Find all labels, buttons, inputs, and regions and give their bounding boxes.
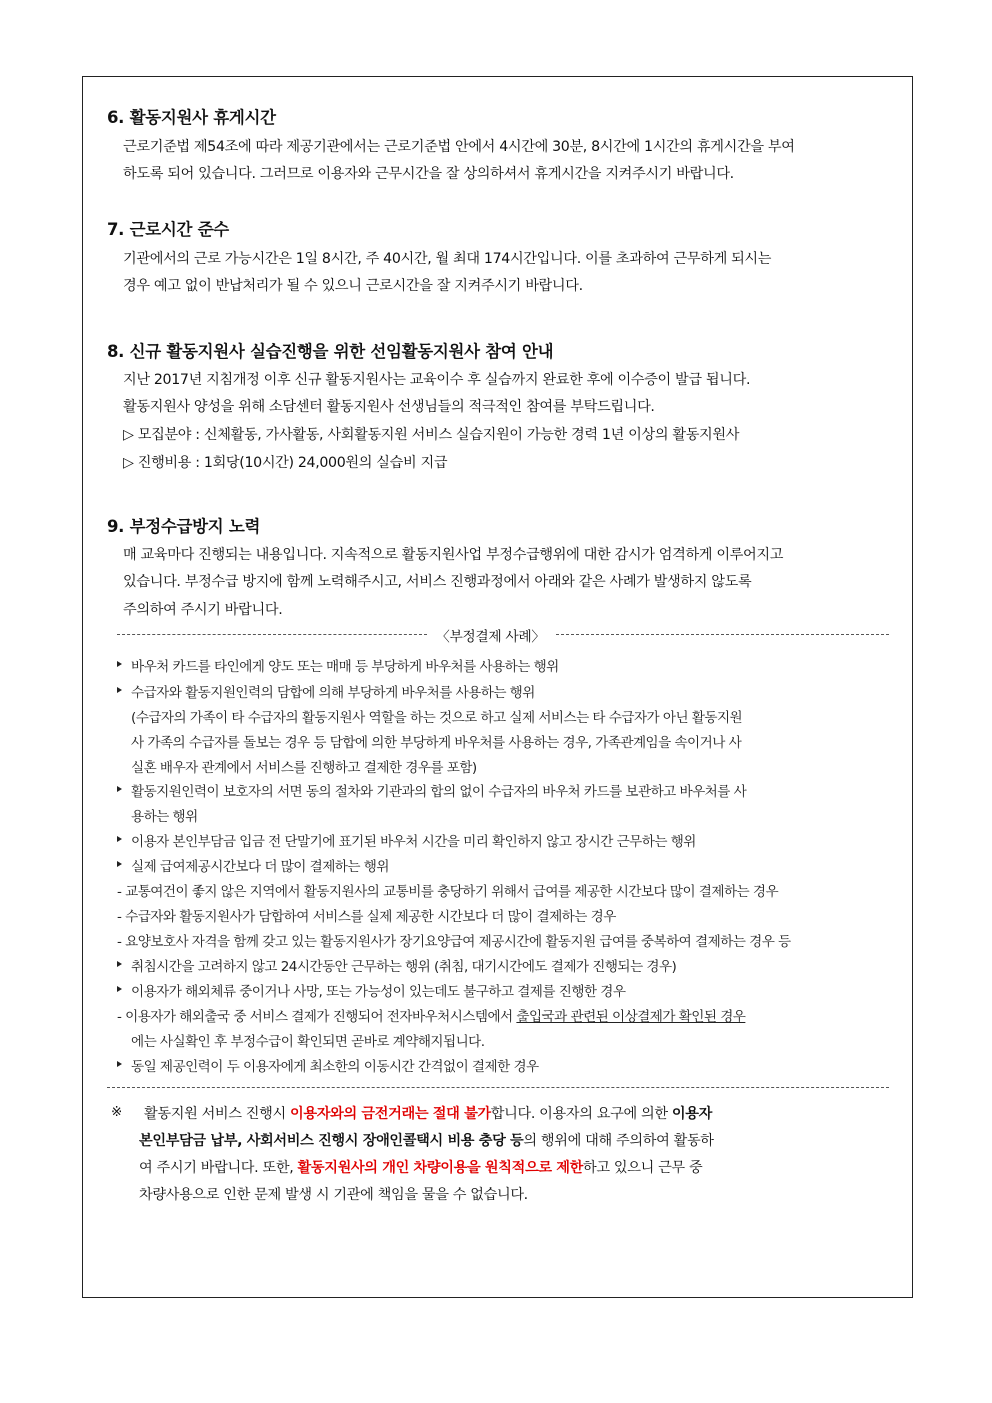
note-text: 의 행위에 대해 주의하여 활동하 xyxy=(523,1133,714,1149)
case-subitem-text: - 이용자가 해외출국 중 서비스 결제가 진행되어 전자바우처시스템에서 xyxy=(117,1009,517,1025)
case-subitem: - 수급자와 활동지원사가 담합하여 서비스를 실제 제공한 시간보다 더 많이 결제하는 경우 xyxy=(117,909,616,925)
section-9-line-2: 있습니다. 부정수급 방지에 함께 노력해주시고, 서비스 진행과정에서 아래와 같은 사례가 발생하지 않도록 xyxy=(123,574,752,590)
case-subitem-underlined: 출입국과 관련된 이상결제가 확인된 경우 xyxy=(516,1009,746,1025)
note-bold: 등 xyxy=(510,1133,524,1149)
note-bold: 본인부담금 납부, 사회서비스 진행시 장애인콜택시 비용 충당 xyxy=(139,1133,511,1149)
note-line-3 xyxy=(139,1157,702,1177)
cases-header: 〈부정결제 사례〉 xyxy=(436,629,545,645)
case-item: 실제 급여제공시간보다 더 많이 결제하는 행위 xyxy=(131,855,389,875)
note-bold: 이용자 xyxy=(671,1106,712,1122)
note-warning-money: 이용자와의 금전거래는 절대 불가 xyxy=(290,1106,491,1122)
case-item: 활동지원인력이 보호자의 서면 동의 절차와 기관과의 합의 없이 수급자의 바우처 카드를 보관하고 바우처를 사 xyxy=(131,780,746,800)
case-subitem xyxy=(117,1005,745,1025)
section-6-line-2: 하도록 되어 있습니다. 그러므로 이용자와 근무시간을 잘 상의하셔서 휴게시간을 지켜주시기 바랍니다. xyxy=(123,166,734,182)
note-text: 하고 있으니 근무 중 xyxy=(582,1160,703,1176)
note-line-2 xyxy=(139,1130,714,1150)
section-7-line-1: 기관에서의 근로 가능시간은 1일 8시간, 주 40시간, 월 최대 174시간입니다. 이를 초과하여 근무하게 되시는 xyxy=(123,251,772,267)
case-item: 취침시간을 고려하지 않고 24시간동안 근무하는 행위 (취침, 대기시간에도 결제가 진행되는 경우) xyxy=(131,955,676,975)
dashed-divider-bottom xyxy=(107,1087,889,1088)
note-text: 활동지원 서비스 진행시 xyxy=(144,1106,291,1122)
note-mark: ※ xyxy=(111,1104,122,1120)
case-item: 이용자 본인부담금 입금 전 단말기에 표기된 바우처 시간을 미리 확인하지 않고 장시간 근무하는 행위 xyxy=(131,830,696,850)
section-8-line-1: 지난 2017년 지침개정 이후 신규 활동지원사는 교육이수 후 실습까지 완료한 후에 이수증이 발급 됩니다. xyxy=(123,372,751,388)
note-text: 합니다. 이용자의 요구에 의한 xyxy=(490,1106,672,1122)
section-8-title: 8. 신규 활동지원사 실습진행을 위한 선임활동지원사 참여 안내 xyxy=(107,342,554,361)
case-item-detail: 사 가족의 수급자를 돌보는 경우 등 담합에 의한 부당하게 바우처를 사용하는 경우, 가족관계임을 속이거나 사 xyxy=(131,735,742,751)
section-6-title: 6. 활동지원사 휴게시간 xyxy=(107,108,276,127)
section-9-title: 9. 부정수급방지 노력 xyxy=(107,517,261,536)
section-8-cost: ▷ 진행비용 : 1회당(10시간) 24,000원의 실습비 지급 xyxy=(123,455,448,471)
note-warning-vehicle: 활동지원사의 개인 차량이용을 원칙적으로 제한 xyxy=(297,1160,583,1176)
case-item-detail: 에는 사실확인 후 부정수급이 확인되면 곧바로 계약해지됩니다. xyxy=(131,1034,485,1050)
note-line-4: 차량사용으로 인한 문제 발생 시 기관에 책임을 물을 수 없습니다. xyxy=(139,1187,528,1203)
note-line-1 xyxy=(144,1103,712,1123)
section-7-title: 7. 근로시간 준수 xyxy=(107,220,229,239)
case-item: 이용자가 해외체류 중이거나 사망, 또는 가능성이 있는데도 불구하고 결제를 진행한 경우 xyxy=(131,980,625,1000)
section-6-line-1: 근로기준법 제54조에 따라 제공기관에서는 근로기준법 안에서 4시간에 30분, 8시간에 1시간의 휴게시간을 부여 xyxy=(123,139,795,155)
section-8-line-2: 활동지원사 양성을 위해 소담센터 활동지원사 선생님들의 적극적인 참여를 부탁드립니다. xyxy=(123,399,655,415)
dashed-divider-left xyxy=(117,634,427,635)
case-item-detail: (수급자의 가족이 타 수급자의 활동지원사 역할을 하는 것으로 하고 실제 서비스는 타 수급자가 아닌 활동지원 xyxy=(131,710,743,726)
section-7-line-2: 경우 예고 없이 반납처리가 될 수 있으니 근로시간을 잘 지켜주시기 바랍니다. xyxy=(123,278,583,294)
section-9-line-1: 매 교육마다 진행되는 내용입니다. 지속적으로 활동지원사업 부정수급행위에 대한 감시가 엄격하게 이루어지고 xyxy=(123,547,784,563)
case-subitem: - 교통여건이 좋지 않은 지역에서 활동지원사의 교통비를 충당하기 위해서 급여를 제공한 시간보다 많이 결제하는 경우 xyxy=(117,884,779,900)
case-item-detail: 실혼 배우자 관계에서 서비스를 진행하고 결제한 경우를 포함) xyxy=(131,760,477,776)
case-subitem: - 요양보호사 자격을 함께 갖고 있는 활동지원사가 장기요양급여 제공시간에 활동지원 급여를 중복하여 결제하는 경우 등 xyxy=(117,934,791,950)
case-item: 동일 제공인력이 두 이용자에게 최소한의 이동시간 간격없이 결제한 경우 xyxy=(131,1055,539,1075)
case-item: 바우처 카드를 타인에게 양도 또는 매매 등 부당하게 바우처를 사용하는 행위 xyxy=(131,655,559,675)
section-9-line-3: 주의하여 주시기 바랍니다. xyxy=(123,602,283,618)
case-item: 수급자와 활동지원인력의 담합에 의해 부당하게 바우처를 사용하는 행위 xyxy=(131,681,535,701)
section-8-recruit-field: ▷ 모집분야 : 신체활동, 가사활동, 사회활동지원 서비스 실습지원이 가능한 경력 1년 이상의 활동지원사 xyxy=(123,427,740,443)
case-item-detail: 용하는 행위 xyxy=(131,809,198,825)
dashed-divider-right xyxy=(556,634,889,635)
note-text: 여 주시기 바랍니다. 또한, xyxy=(139,1160,298,1176)
